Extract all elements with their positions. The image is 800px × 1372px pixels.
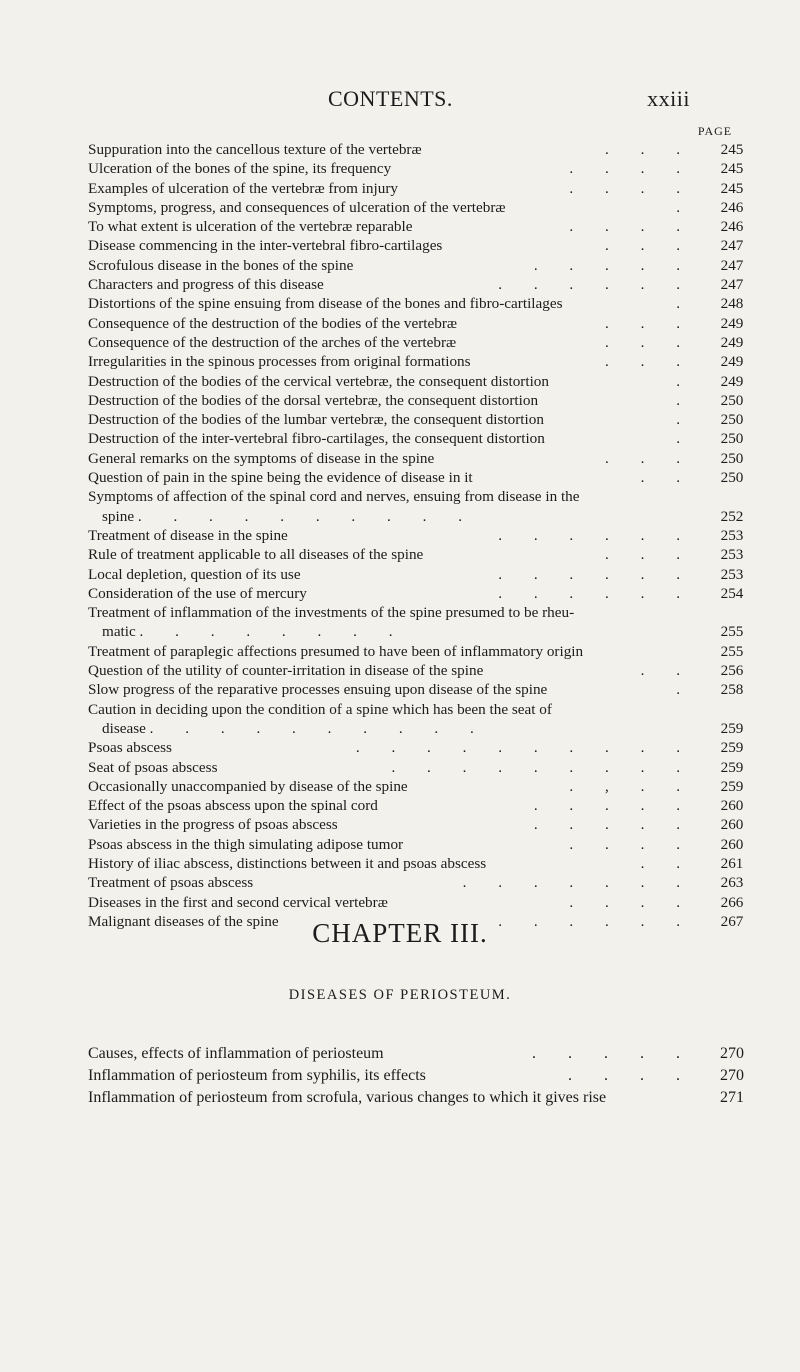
contents-entry bbox=[88, 758, 756, 777]
entry-title: Causes, effects of inflammation of periosteum bbox=[88, 1045, 384, 1062]
entry-title: History of iliac abscess, distinctions between it and psoas abscess bbox=[88, 854, 487, 872]
contents-entry bbox=[88, 854, 756, 873]
entry-title: Distortions of the spine ensuing from disease of the bones and fibro-cartilages bbox=[88, 295, 563, 313]
entry-page-number: 245 bbox=[720, 141, 744, 158]
entry-title: Consideration of the use of mercury bbox=[88, 584, 307, 602]
leader-dots: . . . . bbox=[569, 218, 694, 236]
entry-page-number: 259 bbox=[720, 739, 744, 757]
entry-title: Symptoms, progress, and consequences of ulceration of the vertebræ bbox=[88, 198, 506, 216]
entry-title: Destruction of the bodies of the lumbar vertebræ, the consequent distortion bbox=[88, 411, 544, 429]
entry-title: General remarks on the symptoms of disease in the spine bbox=[88, 449, 435, 467]
entry-page-number: 250 bbox=[720, 449, 744, 467]
entry-title: Destruction of the inter-vertebral fibro-cartilages, the consequent distortion bbox=[88, 430, 545, 448]
contents-entry bbox=[88, 815, 756, 834]
chapter-heading: CHAPTER III. bbox=[312, 918, 488, 948]
contents-entry bbox=[88, 314, 756, 333]
contents-entry bbox=[88, 372, 756, 391]
entry-page-number: 250 bbox=[720, 411, 744, 429]
leader-dots: . . . . . . . . . . bbox=[149, 719, 488, 737]
contents-entry bbox=[88, 333, 756, 352]
entry-title-continuation: disease . . . . . . . . . . bbox=[102, 719, 488, 737]
entry-page-number: 245 bbox=[720, 160, 744, 178]
entry-page-number: 249 bbox=[720, 372, 744, 390]
entry-page-number: 267 bbox=[720, 912, 744, 930]
leader-dots: . . . . bbox=[569, 835, 694, 853]
contents-entry bbox=[88, 584, 756, 603]
entry-page-number: 259 bbox=[720, 719, 744, 737]
entry-page-number: 254 bbox=[720, 584, 744, 602]
contents-entry bbox=[88, 449, 756, 468]
contents-entry bbox=[88, 661, 756, 680]
entry-title: Occasionally unaccompanied by disease of the spine bbox=[88, 777, 408, 795]
contents-entry bbox=[88, 429, 756, 448]
entry-page-number: 246 bbox=[720, 218, 744, 236]
entry-page-number: 260 bbox=[720, 816, 744, 834]
contents-entry bbox=[88, 680, 756, 699]
entry-title: Examples of ulceration of the vertebræ from injury bbox=[88, 179, 398, 197]
leader-dots: . . . . . . bbox=[498, 584, 694, 602]
entry-title: Caution in deciding upon the condition of a spine which has been the seat of bbox=[88, 700, 552, 718]
leader-dots: . bbox=[676, 430, 694, 448]
entry-page-number: 246 bbox=[720, 198, 744, 216]
contents-entry bbox=[88, 873, 756, 892]
leader-dots: . bbox=[676, 372, 694, 390]
leader-dots: . . . . . bbox=[532, 1045, 694, 1062]
contents-entry bbox=[88, 294, 756, 313]
entry-page-number: 253 bbox=[720, 546, 744, 564]
contents-entry bbox=[88, 391, 756, 410]
entry-page-number: 250 bbox=[720, 469, 744, 487]
entry-title: Symptoms of affection of the spinal cord and nerves, ensuing from disease in the bbox=[88, 488, 580, 506]
contents-entry bbox=[88, 526, 756, 545]
leader-dots: . . bbox=[640, 854, 694, 872]
leader-dots: . . . . . . bbox=[498, 276, 694, 294]
entry-page-number: 247 bbox=[720, 276, 744, 294]
leader-dots: . . . . . bbox=[533, 256, 694, 274]
entry-title: Psoas abscess in the thigh simulating adipose tumor bbox=[88, 835, 404, 853]
contents-entry bbox=[88, 738, 756, 757]
leader-dots: . . . . . . . . bbox=[139, 623, 407, 641]
leader-dots: . . . . . . . . . . bbox=[355, 739, 694, 757]
leader-dots: . . . . . . . . . bbox=[391, 758, 694, 776]
contents-entry bbox=[88, 236, 756, 255]
entry-page-number: 245 bbox=[720, 179, 744, 197]
contents-entry bbox=[88, 179, 756, 198]
entry-title: Question of pain in the spine being the evidence of disease in it bbox=[88, 469, 473, 487]
leader-dots: . , . . bbox=[569, 777, 694, 795]
leader-dots: . bbox=[676, 391, 694, 409]
contents-entry bbox=[88, 1065, 756, 1087]
entry-page-number: 266 bbox=[720, 893, 744, 911]
running-title: CONTENTS. bbox=[328, 86, 453, 111]
entry-page-number: 249 bbox=[720, 333, 744, 351]
contents-entry bbox=[88, 198, 756, 217]
contents-entry bbox=[88, 700, 756, 739]
running-head bbox=[328, 86, 700, 116]
entry-page-number: 253 bbox=[720, 526, 744, 544]
contents-entry bbox=[88, 352, 756, 371]
entry-title: Scrofulous disease in the bones of the spine bbox=[88, 256, 354, 274]
leader-dots: . . . bbox=[605, 314, 694, 332]
entry-page-number: 247 bbox=[720, 237, 744, 255]
contents-entry bbox=[88, 565, 756, 584]
leader-dots: . bbox=[676, 681, 694, 699]
entry-title: Disease commencing in the inter-vertebral fibro-cartilages bbox=[88, 237, 443, 255]
contents-list bbox=[88, 140, 756, 931]
entry-title: Suppuration into the cancellous texture of the vertebræ bbox=[88, 141, 422, 158]
entry-title: Irregularities in the spinous processes from original formations bbox=[88, 353, 471, 371]
entry-title: Question of the utility of counter-irritation in disease of the spine bbox=[88, 662, 484, 680]
leader-dots: . bbox=[676, 198, 694, 216]
entry-title: Psoas abscess bbox=[88, 739, 172, 757]
leader-dots: . . . bbox=[605, 333, 694, 351]
entry-title: Varieties in the progress of psoas abscess bbox=[88, 816, 338, 834]
contents-entry bbox=[88, 835, 756, 854]
contents-entry bbox=[88, 642, 756, 661]
entry-page-number: 249 bbox=[720, 314, 744, 332]
entry-page-number: 260 bbox=[720, 835, 744, 853]
contents-entry bbox=[88, 256, 756, 275]
entry-title: Destruction of the bodies of the dorsal vertebræ, the consequent distortion bbox=[88, 391, 539, 409]
contents-entry bbox=[88, 159, 756, 178]
entry-page-number: 259 bbox=[720, 777, 744, 795]
contents-entry bbox=[88, 1043, 756, 1065]
contents-entry bbox=[88, 217, 756, 236]
leader-dots: . . . . . . . bbox=[462, 874, 694, 892]
leader-dots: . . bbox=[640, 662, 694, 680]
entry-title: Treatment of paraplegic affections presumed to have been of inflammatory origin bbox=[88, 642, 584, 660]
folio-number: xxiii bbox=[647, 86, 690, 111]
contents-entry bbox=[88, 468, 756, 487]
entry-title: To what extent is ulceration of the vertebræ reparable bbox=[88, 218, 413, 236]
entry-title: Slow progress of the reparative processes ensuing upon disease of the spine bbox=[88, 681, 548, 699]
entry-page-number: 255 bbox=[720, 623, 744, 641]
entry-page-number: 250 bbox=[720, 391, 744, 409]
entry-page-number: 255 bbox=[720, 642, 744, 660]
leader-dots: . bbox=[676, 295, 694, 313]
entry-page-number: 253 bbox=[720, 565, 744, 583]
entry-title-continuation: spine . . . . . . . . . . bbox=[102, 507, 476, 525]
entry-page-number: 250 bbox=[720, 430, 744, 448]
contents-entry bbox=[88, 487, 756, 526]
entry-title: Destruction of the bodies of the cervical vertebræ, the consequent distortion bbox=[88, 372, 549, 390]
entry-title: Characters and progress of this disease bbox=[88, 276, 324, 294]
leader-dots: . . . . . . bbox=[498, 526, 694, 544]
entry-title: Treatment of psoas abscess bbox=[88, 874, 254, 892]
leader-dots: . . . . bbox=[569, 179, 694, 197]
leader-dots: . . bbox=[640, 469, 694, 487]
entry-title: Inflammation of periosteum from syphilis, its effects bbox=[88, 1067, 426, 1084]
leader-dots: . bbox=[676, 411, 694, 429]
leader-dots: . . . . . . . bbox=[462, 912, 694, 930]
leader-dots: . . . . bbox=[569, 160, 694, 178]
chapter-subheading: DISEASES OF PERIOSTEUM. bbox=[288, 987, 512, 1003]
entry-title: Inflammation of periosteum from scrofula, various changes to which it gives rise bbox=[88, 1089, 607, 1106]
entry-title: Diseases in the first and second cervical vertebræ bbox=[88, 893, 388, 911]
leader-dots: . . . . bbox=[568, 1067, 694, 1084]
leader-dots: . . . . . bbox=[533, 816, 694, 834]
leader-dots: . . . . . . . . . . bbox=[137, 507, 476, 525]
entry-title: Ulceration of the bones of the spine, its frequency bbox=[88, 160, 392, 178]
leader-dots: . . . bbox=[605, 449, 694, 467]
leader-dots: . . . bbox=[605, 546, 694, 564]
entry-title: Treatment of inflammation of the investments of the spine presumed to be rheu- bbox=[88, 604, 575, 622]
entry-title: Treatment of disease in the spine bbox=[88, 526, 288, 544]
entry-title: Rule of treatment applicable to all diseases of the spine bbox=[88, 546, 424, 564]
contents-entry bbox=[88, 777, 756, 796]
leader-dots: . . . . . bbox=[533, 797, 694, 815]
leader-dots: . . . bbox=[605, 353, 694, 371]
entry-page-number: 270 bbox=[720, 1067, 744, 1084]
contents-entry bbox=[88, 410, 756, 429]
contents-entry bbox=[88, 1087, 756, 1109]
contents-entry bbox=[88, 603, 756, 642]
contents-entry bbox=[88, 545, 756, 564]
leader-dots: . . . bbox=[605, 141, 694, 158]
leader-dots: . . . . bbox=[569, 893, 694, 911]
entry-page-number: 263 bbox=[720, 874, 744, 892]
chapter-contents-list bbox=[88, 1043, 756, 1109]
entry-title: Local depletion, question of its use bbox=[88, 565, 301, 583]
entry-title: Consequence of the destruction of the arches of the vertebræ bbox=[88, 333, 457, 351]
entry-page-number: 258 bbox=[720, 681, 744, 699]
entry-title: Consequence of the destruction of the bodies of the vertebræ bbox=[88, 314, 458, 332]
leader-dots: . . . bbox=[605, 237, 694, 255]
page-column-label: PAGE bbox=[697, 124, 733, 138]
entry-title: Effect of the psoas abscess upon the spinal cord bbox=[88, 797, 378, 815]
contents-entry bbox=[88, 140, 756, 159]
entry-page-number: 270 bbox=[720, 1045, 744, 1062]
entry-page-number: 261 bbox=[720, 854, 744, 872]
entry-title: Seat of psoas abscess bbox=[88, 758, 218, 776]
contents-entry bbox=[88, 275, 756, 294]
entry-page-number: 247 bbox=[720, 256, 744, 274]
contents-entry bbox=[88, 893, 756, 912]
entry-title-continuation: matic . . . . . . . . bbox=[102, 623, 407, 641]
entry-page-number: 259 bbox=[720, 758, 744, 776]
entry-page-number: 252 bbox=[720, 507, 744, 525]
entry-page-number: 256 bbox=[720, 662, 744, 680]
entry-title: Malignant diseases of the spine bbox=[88, 912, 279, 930]
entry-page-number: 260 bbox=[720, 797, 744, 815]
entry-page-number: 249 bbox=[720, 353, 744, 371]
leader-dots: . . . . . . bbox=[498, 565, 694, 583]
contents-entry bbox=[88, 796, 756, 815]
entry-page-number: 271 bbox=[720, 1089, 744, 1106]
entry-page-number: 248 bbox=[720, 295, 744, 313]
